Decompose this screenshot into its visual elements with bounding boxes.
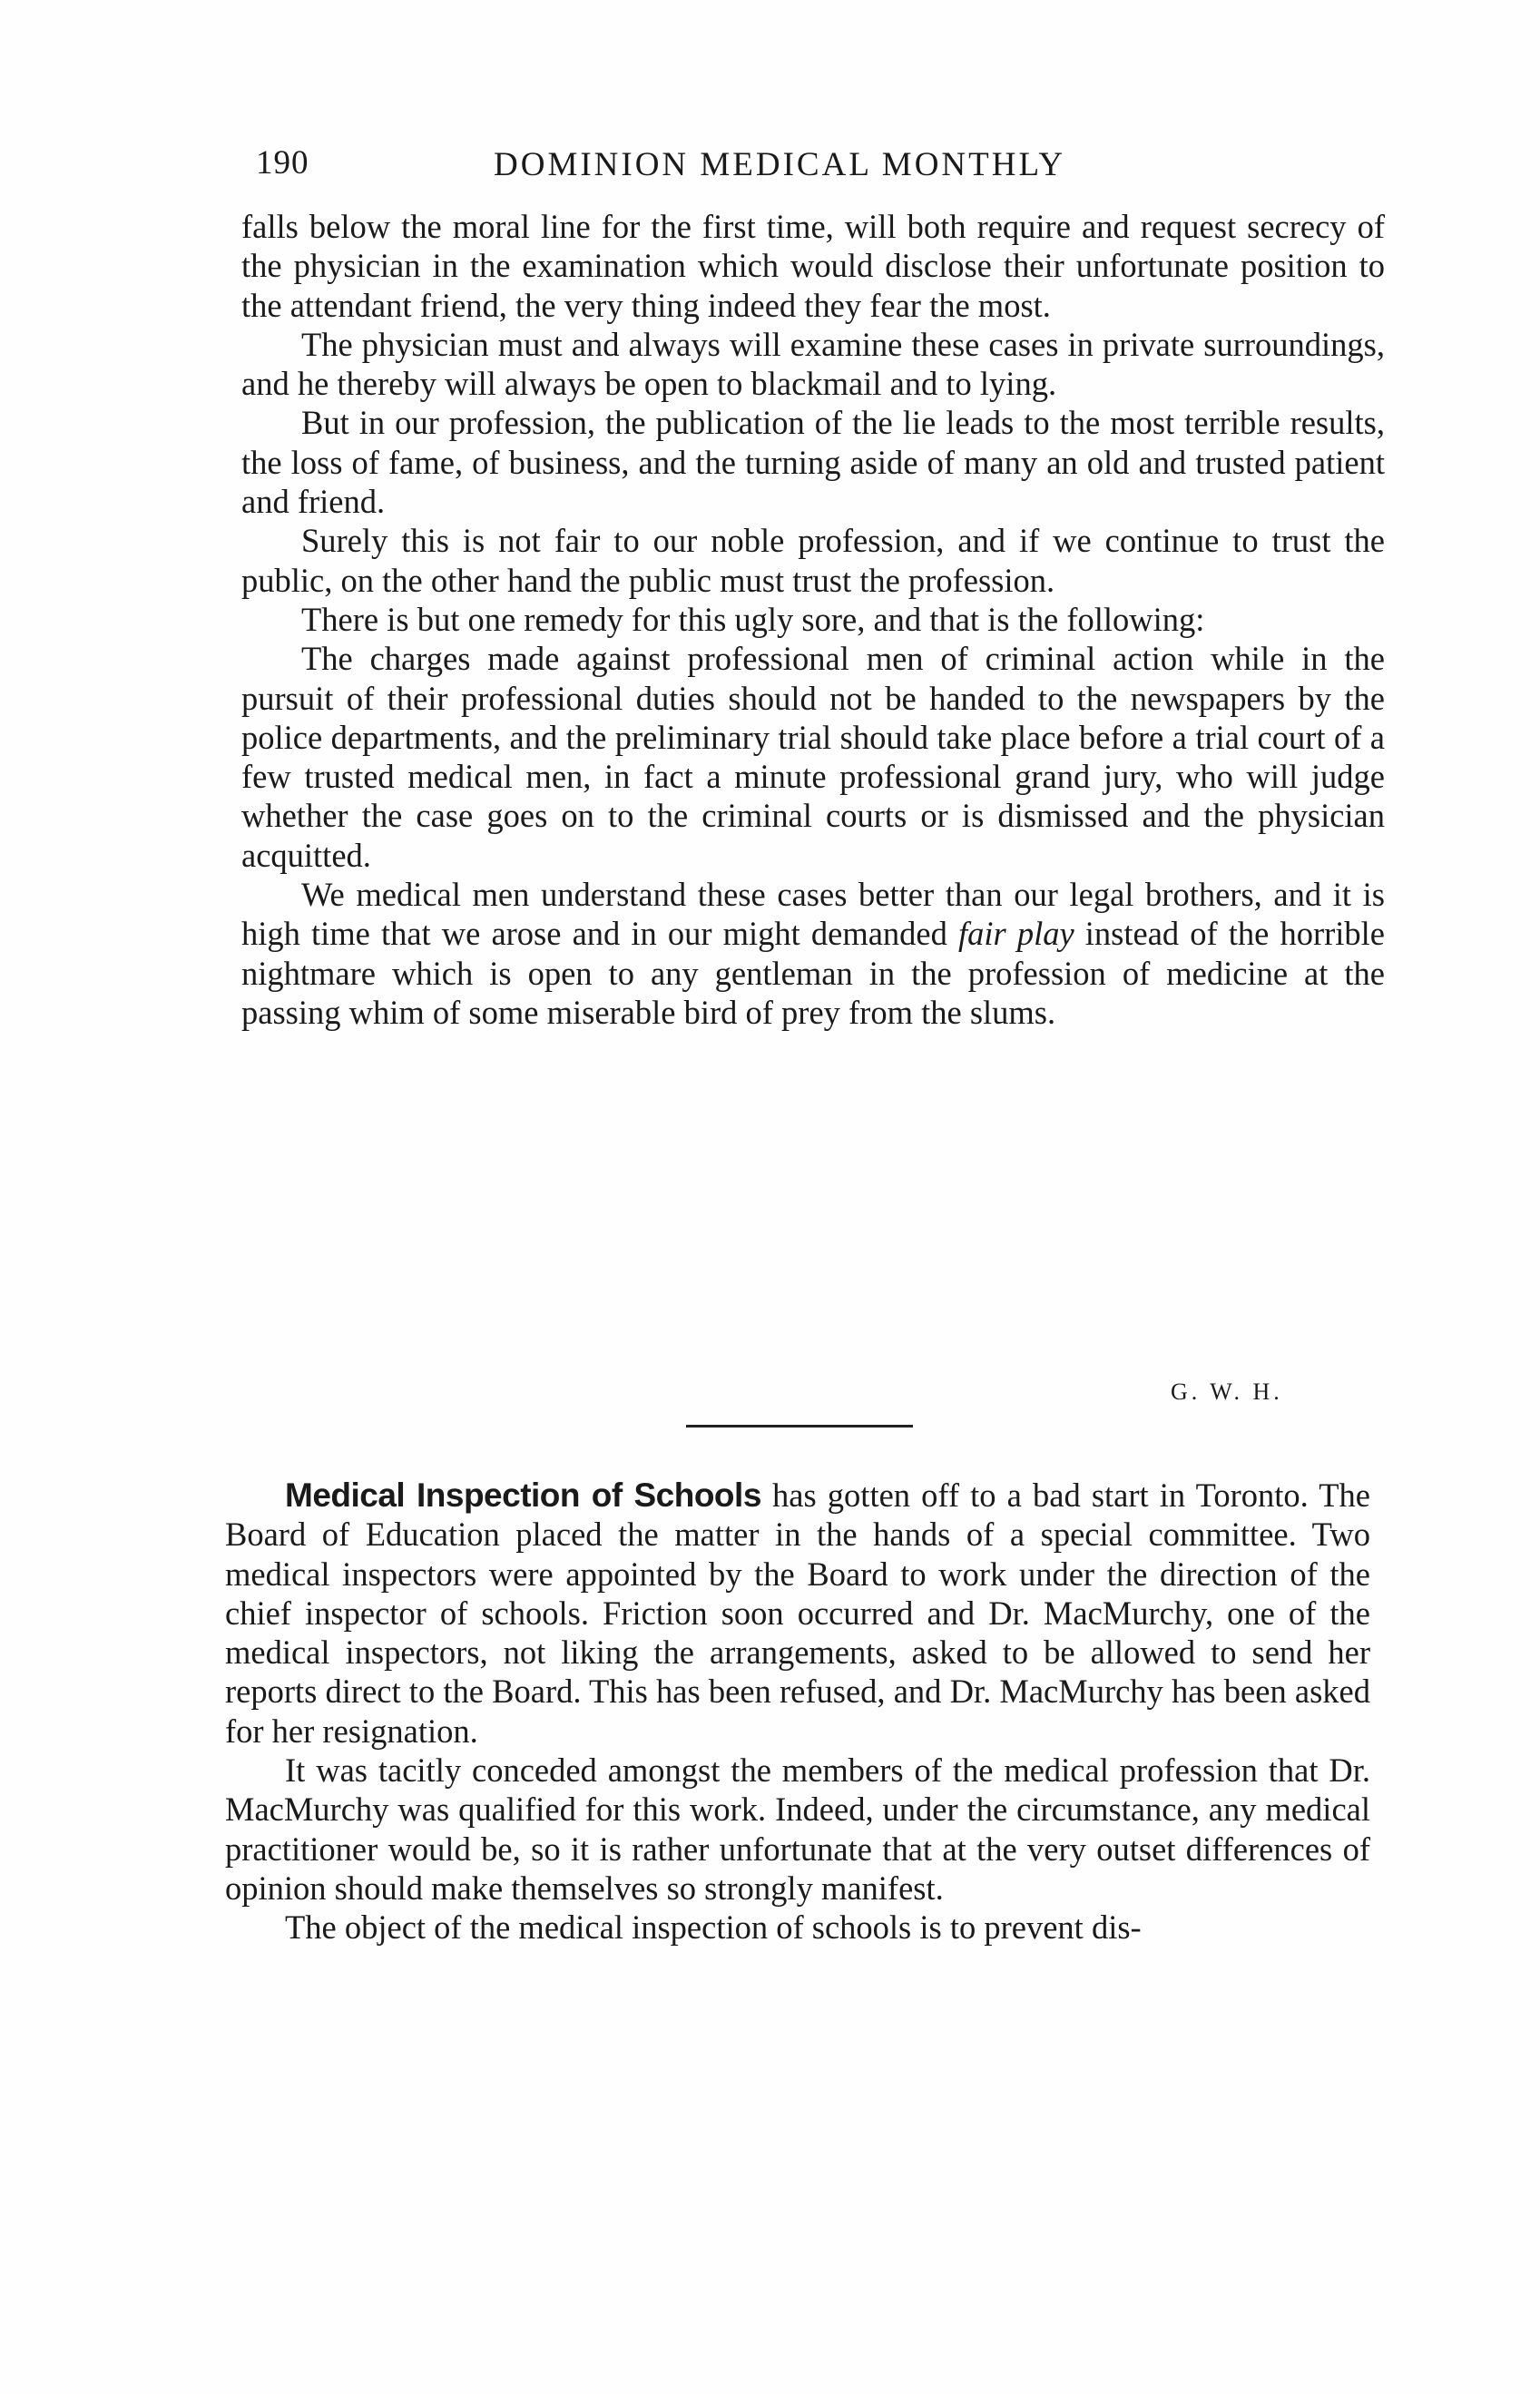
paragraph-text: instead of the horrible nightmare which is open to any gentleman in the profession of medicine at the passing whim of some miserable bird of prey from the slums. [241,915,1385,1031]
paragraph: There is but one remedy for this ugly sore, and that is the following: [301,600,1205,638]
article-continuation [241,207,1385,1032]
paragraph: The object of the medical inspection of schools is to prevent dis- [285,1908,1142,1947]
paragraph: The charges made against professional men of criminal action while in the pursuit of their professional duties should not be handed to the newspapers by the police departments, and the preliminary trial should take place before a trial court of a few trusted medical men, in fact a minute professional grand jury, who will judge whether the case goes on to the criminal courts or is dismissed and the physician acquitted. [241,640,1385,874]
section-divider [686,1425,913,1428]
author-signature: G. W. H. [1171,1379,1283,1405]
paragraph: But in our profession, the publication of the lie leads to the most terrible results, the loss of fame, of business, and the turning aside of many an old and trusted patient and friend. [241,404,1385,521]
paragraph [241,875,1385,1032]
italic-phrase: fair play [957,915,1074,953]
page-header [256,143,1163,189]
paragraph: Surely this is not fair to our noble profession, and if we continue to trust the public, on the other hand the public must trust the profession. [241,522,1385,599]
paragraph: It was tacitly conceded amongst the members of the medical profession that Dr. MacMurchy was qualified for this work. Indeed, under the circumstance, any medical practitioner would be, so it is rather unfortunate that at the very outset differences of opinion should make themselves so strongly manifest. [225,1751,1370,1907]
running-title: DOMINION MEDICAL MONTHLY [494,146,1066,183]
paragraph: The physician must and always will examine these cases in private surroundings, and he thereby will always be open to blackmail and to lying. [241,325,1385,403]
paragraph [225,1476,1370,1751]
section-medical-inspection [225,1476,1370,1948]
paragraph-text: We medical men understand these cases better than our legal brothers, and it is high time that we arose and in our might demanded [241,876,1385,953]
page-number: 190 [256,144,309,182]
paragraph: falls below the moral line for the first time, will both require and request secrecy of the physician in the examination which would disclose their unfortunate position to the attendant friend, the very thing indeed they fear the most. [241,208,1385,324]
paragraph-text: has gotten off to a bad start in Toronto. The Board of Education placed the matter in the hands of a special committee. Two medical inspectors were appointed by the Board to work under the direction of the chief inspector of schools. Friction soon occurred and Dr. MacMurchy, one of the medical inspectors, not liking the arrangements, asked to be allowed to send her reports direct to the Board. This has been refused, and Dr. MacMurchy has been asked for her resignation. [225,1477,1371,1750]
section-heading: Medical Inspection of Schools [285,1477,761,1514]
